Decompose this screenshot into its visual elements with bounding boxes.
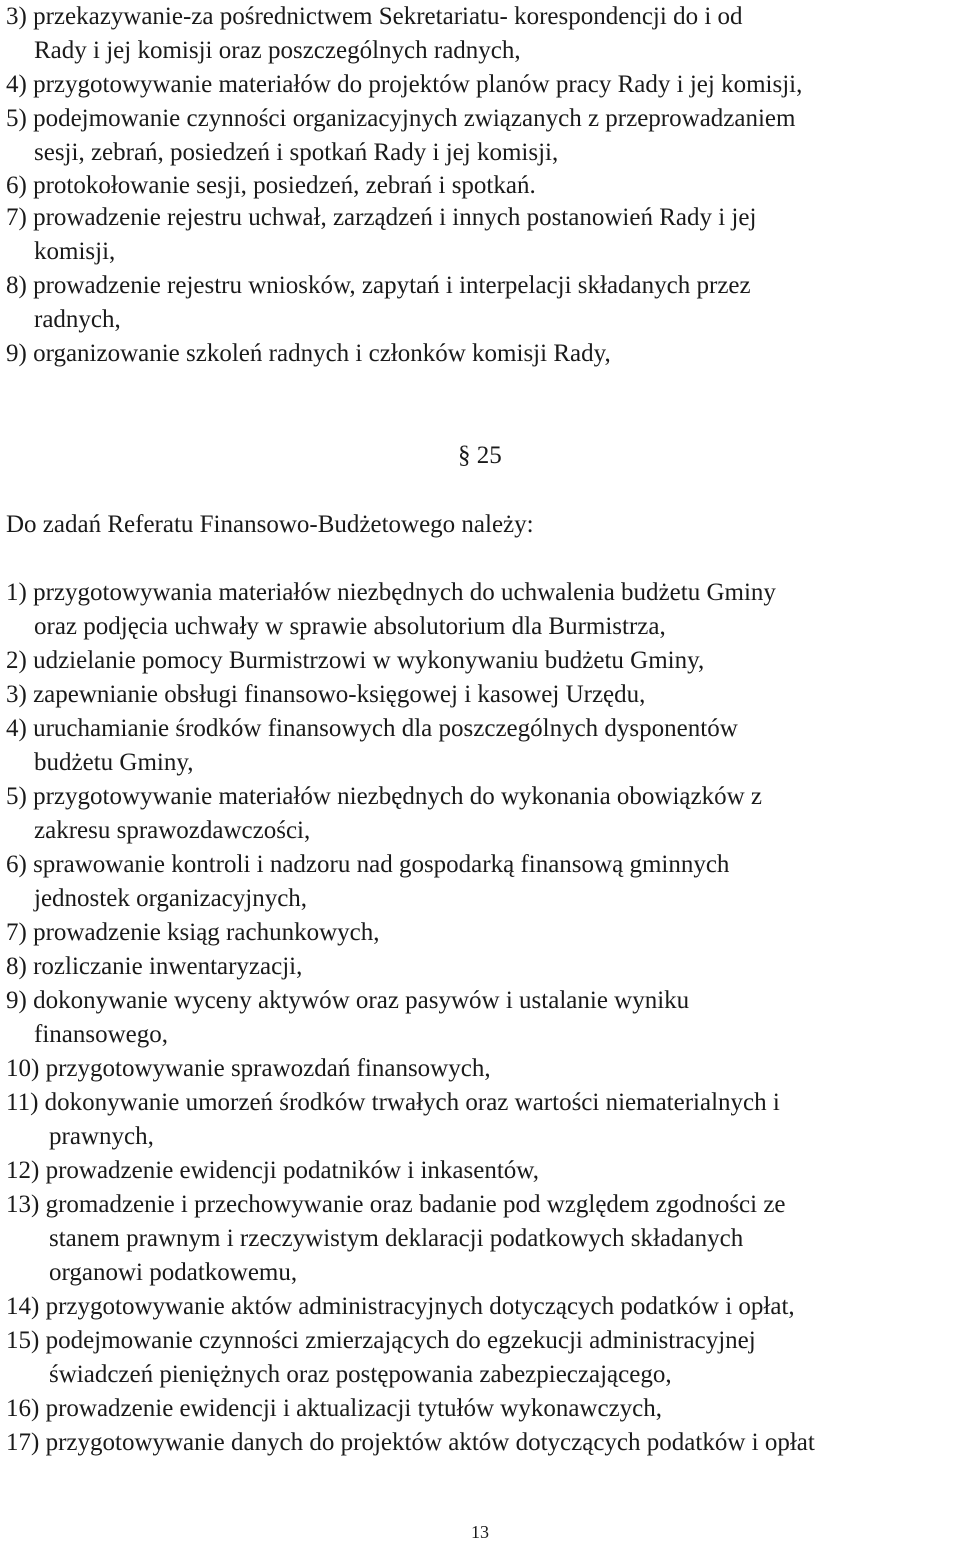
- list-item-line: 9) dokonywanie wyceny aktywów oraz pasywów i ustalanie wyniku: [6, 987, 690, 1014]
- list-item-line: 6) protokołowanie sesji, posiedzeń, zebrań i spotkań.: [6, 172, 536, 199]
- list-item-line: 3) przekazywanie-za pośrednictwem Sekretariatu- korespondencji do i od: [6, 3, 743, 30]
- list-item-line: 8) prowadzenie rejestru wniosków, zapytań i interpelacji składanych przez: [6, 272, 751, 299]
- section-heading: Do zadań Referatu Finansowo-Budżetowego należy:: [6, 511, 534, 538]
- list-item-line: 6) sprawowanie kontroli i nadzoru nad gospodarką finansową gminnych: [6, 851, 730, 878]
- list-item-line: sesji, zebrań, posiedzeń i spotkań Rady i jej komisji,: [34, 139, 559, 166]
- list-item-line: organowi podatkowemu,: [49, 1259, 298, 1286]
- list-item-line: 5) podejmowanie czynności organizacyjnych związanych z przeprowadzaniem: [6, 105, 796, 132]
- list-item-line: radnych,: [34, 306, 121, 333]
- list-item-line: 13) gromadzenie i przechowywanie oraz badanie pod względem zgodności ze: [6, 1191, 786, 1218]
- list-item-line: 11) dokonywanie umorzeń środków trwałych oraz wartości niematerialnych i: [6, 1089, 780, 1116]
- duties-list-finance: [6, 576, 960, 1460]
- list-item-line: 17) przygotowywanie danych do projektów aktów dotyczących podatków i opłat: [6, 1429, 815, 1456]
- list-item-line: 12) prowadzenie ewidencji podatników i inkasentów,: [6, 1157, 539, 1184]
- list-item-line: 5) przygotowywanie materiałów niezbędnych do wykonania obowiązków z: [6, 783, 763, 810]
- list-item-line: finansowego,: [34, 1021, 168, 1048]
- list-item-line: 10) przygotowywanie sprawozdań finansowych,: [6, 1055, 491, 1082]
- list-item-line: jednostek organizacyjnych,: [34, 885, 308, 912]
- list-item-line: oraz podjęcia uchwały w sprawie absolutorium dla Burmistrza,: [34, 613, 666, 640]
- page-number: 13: [471, 1522, 489, 1542]
- list-item-line: świadczeń pieniężnych oraz postępowania zabezpieczającego,: [49, 1361, 672, 1388]
- list-item-line: Rady i jej komisji oraz poszczególnych radnych,: [34, 37, 521, 64]
- list-item-line: 7) prowadzenie rejestru uchwał, zarządzeń i innych postanowień Rady i jej: [6, 204, 757, 231]
- section-paragraph-number: § 25: [458, 442, 502, 469]
- duties-list-secretariat: [6, 0, 960, 371]
- list-item-line: 4) przygotowywanie materiałów do projektów planów pracy Rady i jej komisji,: [6, 71, 803, 98]
- list-item-line: 3) zapewnianie obsługi finansowo-księgowej i kasowej Urzędu,: [6, 681, 646, 708]
- list-item-line: 16) prowadzenie ewidencji i aktualizacji tytułów wykonawczych,: [6, 1395, 663, 1422]
- list-item-line: 2) udzielanie pomocy Burmistrzowi w wykonywaniu budżetu Gminy,: [6, 647, 705, 674]
- list-item-line: prawnych,: [49, 1123, 154, 1150]
- list-item-line: 8) rozliczanie inwentaryzacji,: [6, 953, 303, 980]
- list-item-line: 15) podejmowanie czynności zmierzających do egzekucji administracyjnej: [6, 1327, 756, 1354]
- list-item-line: 14) przygotowywanie aktów administracyjnych dotyczących podatków i opłat,: [6, 1293, 795, 1320]
- list-item-line: 1) przygotowywania materiałów niezbędnych do uchwalenia budżetu Gminy: [6, 579, 776, 606]
- list-item-line: stanem prawnym i rzeczywistym deklaracji podatkowych składanych: [49, 1225, 744, 1252]
- list-item-line: 4) uruchamianie środków finansowych dla poszczególnych dysponentów: [6, 715, 738, 742]
- list-item-line: 9) organizowanie szkoleń radnych i członków komisji Rady,: [6, 340, 611, 367]
- list-item-line: zakresu sprawozdawczości,: [34, 817, 311, 844]
- list-item-line: komisji,: [34, 238, 116, 265]
- list-item-line: 7) prowadzenie ksiąg rachunkowych,: [6, 919, 380, 946]
- list-item-line: budżetu Gminy,: [34, 749, 194, 776]
